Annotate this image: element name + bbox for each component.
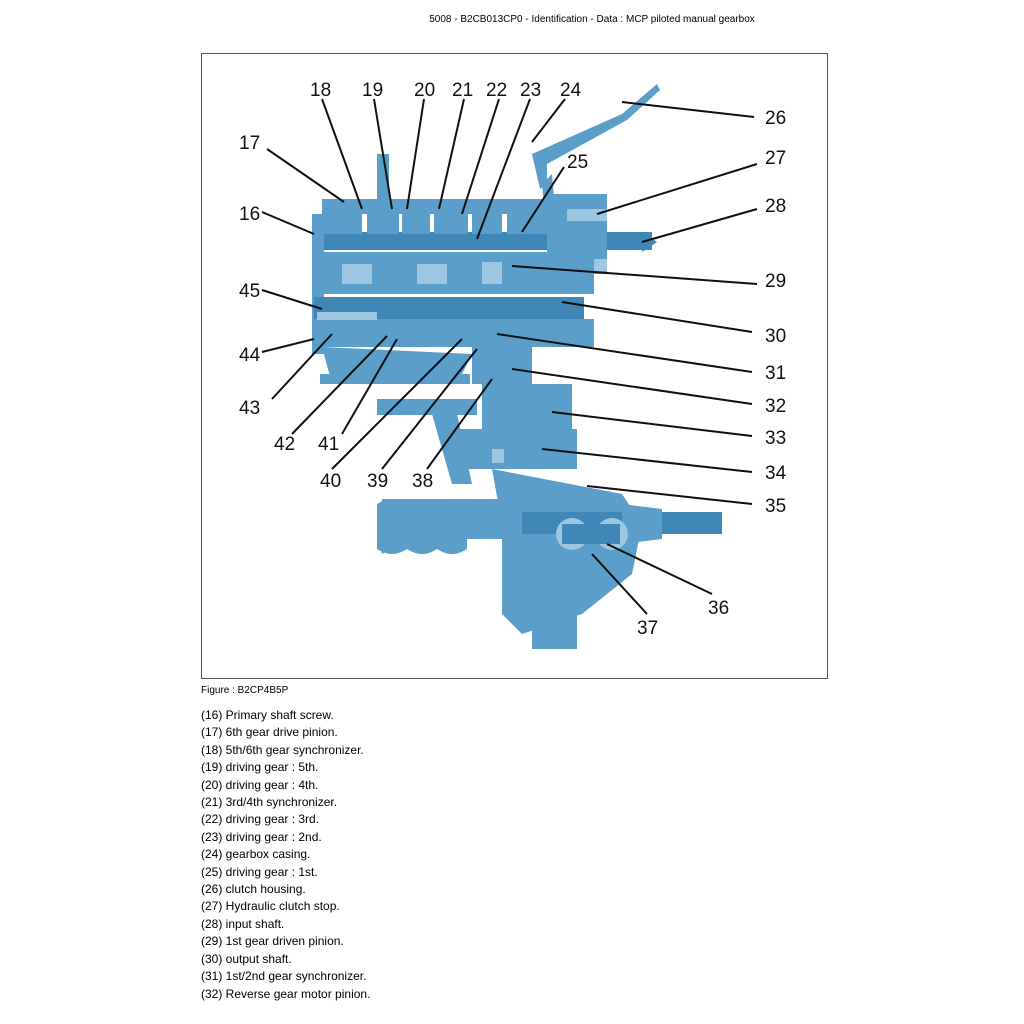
callout-34: 34 bbox=[765, 463, 787, 484]
parts-legend bbox=[201, 707, 370, 1003]
callout-41: 41 bbox=[318, 434, 340, 455]
callout-20: 20 bbox=[414, 80, 436, 101]
legend-item: (22) driving gear : 3rd. bbox=[201, 812, 320, 827]
callout-45: 45 bbox=[239, 281, 261, 302]
callout-37: 37 bbox=[637, 618, 659, 639]
callout-36: 36 bbox=[708, 598, 730, 619]
legend-item: (18) 5th/6th gear synchronizer. bbox=[201, 742, 364, 757]
callout-27: 27 bbox=[765, 148, 787, 169]
legend-item: (24) gearbox casing. bbox=[201, 847, 311, 862]
legend-item: (17) 6th gear drive pinion. bbox=[201, 725, 338, 740]
legend-item: (28) input shaft. bbox=[201, 916, 285, 931]
legend-item: (27) Hydraulic clutch stop. bbox=[201, 899, 340, 914]
callout-29: 29 bbox=[765, 271, 787, 292]
callout-25: 25 bbox=[567, 152, 589, 173]
legend-item: (19) driving gear : 5th. bbox=[201, 760, 319, 775]
callout-38: 38 bbox=[412, 471, 434, 492]
callout-39: 39 bbox=[367, 471, 389, 492]
legend-item: (32) Reverse gear motor pinion. bbox=[201, 986, 371, 1001]
legend-item: (25) driving gear : 1st. bbox=[201, 864, 318, 879]
callout-21: 21 bbox=[452, 80, 474, 101]
gearbox-figure bbox=[201, 53, 828, 679]
legend-item: (30) output shaft. bbox=[201, 951, 292, 966]
callout-40: 40 bbox=[320, 471, 342, 492]
callout-35: 35 bbox=[765, 496, 787, 517]
callout-32: 32 bbox=[765, 396, 787, 417]
legend-item: (26) clutch housing. bbox=[201, 882, 306, 897]
callout-23: 23 bbox=[520, 80, 542, 101]
callout-28: 28 bbox=[765, 196, 787, 217]
legend-item: (21) 3rd/4th synchronizer. bbox=[201, 795, 338, 810]
callout-26: 26 bbox=[765, 108, 787, 129]
legend-item: (23) driving gear : 2nd. bbox=[201, 829, 322, 844]
callout-30: 30 bbox=[765, 326, 787, 347]
callout-24: 24 bbox=[560, 80, 582, 101]
gearbox-drawing bbox=[312, 84, 722, 649]
legend-item: (29) 1st gear driven pinion. bbox=[201, 934, 344, 949]
callout-43: 43 bbox=[239, 398, 261, 419]
document-header: 5008 - B2CB013CP0 - Identification - Data : MCP piloted manual gearbox bbox=[429, 14, 755, 25]
legend-item: (16) Primary shaft screw. bbox=[201, 708, 334, 722]
callout-19: 19 bbox=[362, 80, 384, 101]
callout-22: 22 bbox=[486, 80, 508, 101]
callout-44: 44 bbox=[239, 345, 261, 366]
callout-18: 18 bbox=[310, 80, 332, 101]
figure-caption: Figure : B2CP4B5P bbox=[201, 685, 289, 696]
callout-16: 16 bbox=[239, 204, 261, 225]
legend-item: (20) driving gear : 4th. bbox=[201, 777, 319, 792]
callout-33: 33 bbox=[765, 428, 787, 449]
callout-42: 42 bbox=[274, 434, 296, 455]
callout-31: 31 bbox=[765, 363, 787, 384]
legend-item: (31) 1st/2nd gear synchronizer. bbox=[201, 969, 367, 984]
gearbox-cutaway-diagram bbox=[202, 54, 827, 678]
callout-17: 17 bbox=[239, 133, 261, 154]
